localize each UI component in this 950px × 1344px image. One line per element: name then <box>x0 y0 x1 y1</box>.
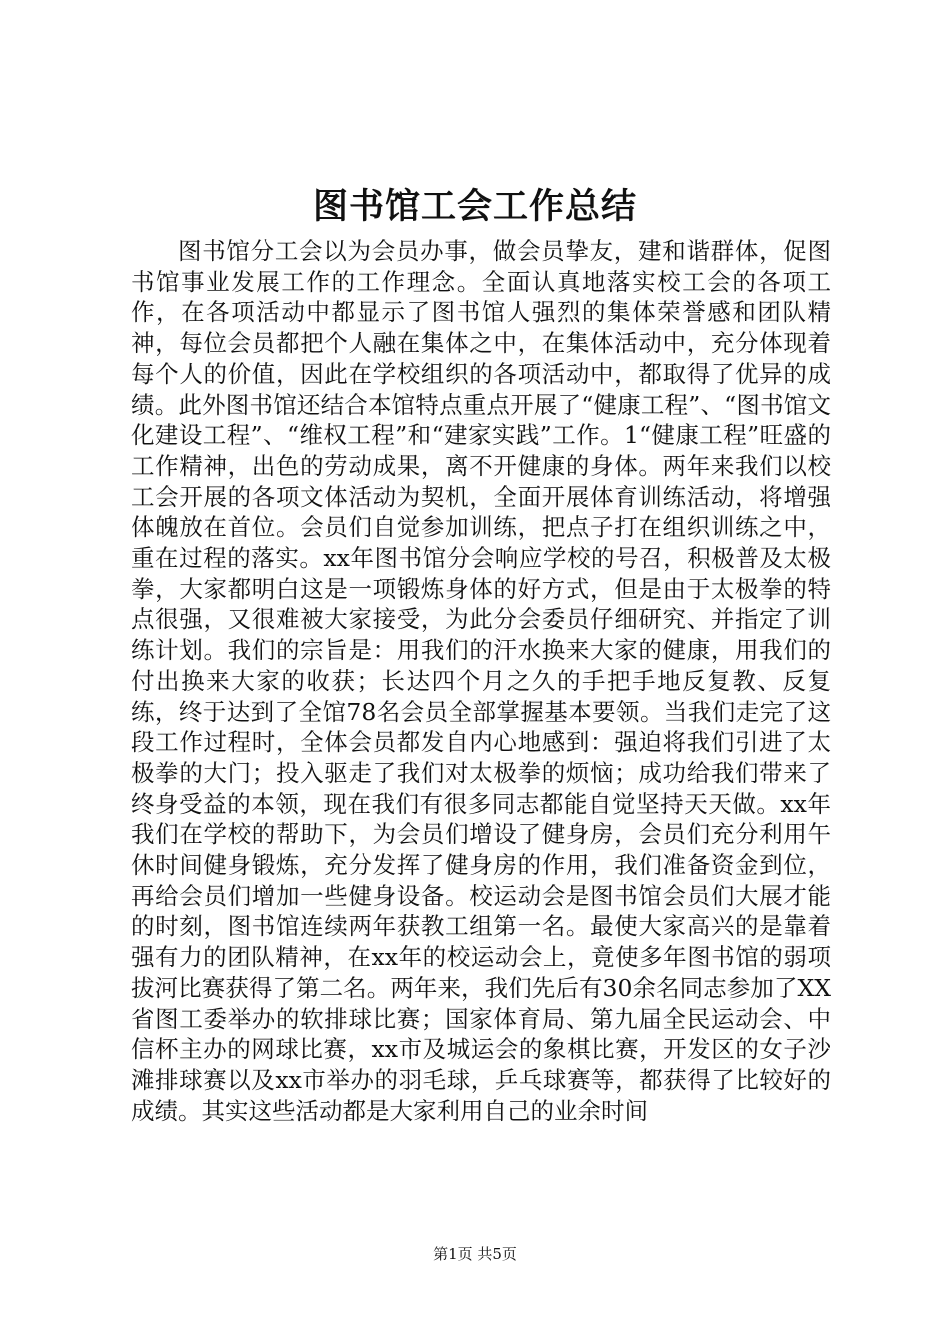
body-paragraph: 图书馆分工会以为会员办事，做会员挚友，建和谐群体，促图书馆事业发展工作的工作理念。全面认真地落实校工会的各项工作，在各项活动中都显示了图书馆人强烈的集体荣誉感和团队精神，每位会员都把个人融在集体之中，在集体活动中，充分体现着每个人的价值，因此在学校组织的各项活动中，都取得了优异的成绩。此外图书馆还结合本馆特点重点开展了“健康工程”、“图书馆文化建设工程”、“维权工程”和“建家实践”工作。1“健康工程”旺盛的工作精神，出色的劳动成果，离不开健康的身体。两年来我们以校工会开展的各项文体活动为契机，全面开展体育训练活动，将增强体魄放在首位。会员们自觉参加训练，把点子打在组织训练之中，重在过程的落实。xx年图书馆分会响应学校的号召，积极普及太极拳，大家都明白这是一项锻炼身体的好方式，但是由于太极拳的特点很强，又很难被大家接受，为此分会委员仔细研究、并指定了训练计划。我们的宗旨是：用我们的汗水换来大家的健康，用我们的付出换来大家的收获；长达四个月之久的手把手地反复教、反复练，终于达到了全馆78名会员全部掌握基本要领。当我们走完了这段工作过程时，全体会员都发自内心地感到：强迫将我们引进了太极拳的大门；投入驱走了我们对太极拳的烦恼；成功给我们带来了终身受益的本领，现在我们有很多同志都能自觉坚持天天做。xx年我们在学校的帮助下，为会员们增设了健身房，会员们充分利用午休时间健身锻炼，充分发挥了健身房的作用，我们准备资金到位，再给会员们增加一些健身设备。校运动会是图书馆会员们大展才能的时刻，图书馆连续两年获教工组第一名。最使大家高兴的是靠着强有力的团队精神，在xx年的校运动会上，竟使多年图书馆的弱项拔河比赛获得了第二名。两年来，我们先后有30余名同志参加了XX省图工委举办的软排球比赛；国家体育局、第九届全民运动会、中信杯主办的网球比赛，xx市及城运会的象棋比赛，开发区的女子沙滩排球赛以及xx市举办的羽毛球，乒乓球赛等，都获得了比较好的成绩。其实这些活动都是大家利用自己的业余时间 <box>131 237 831 1125</box>
page-footer: 第1页 共5页 <box>433 1245 517 1263</box>
document-title: 图书馆工会工作总结 <box>312 186 637 227</box>
